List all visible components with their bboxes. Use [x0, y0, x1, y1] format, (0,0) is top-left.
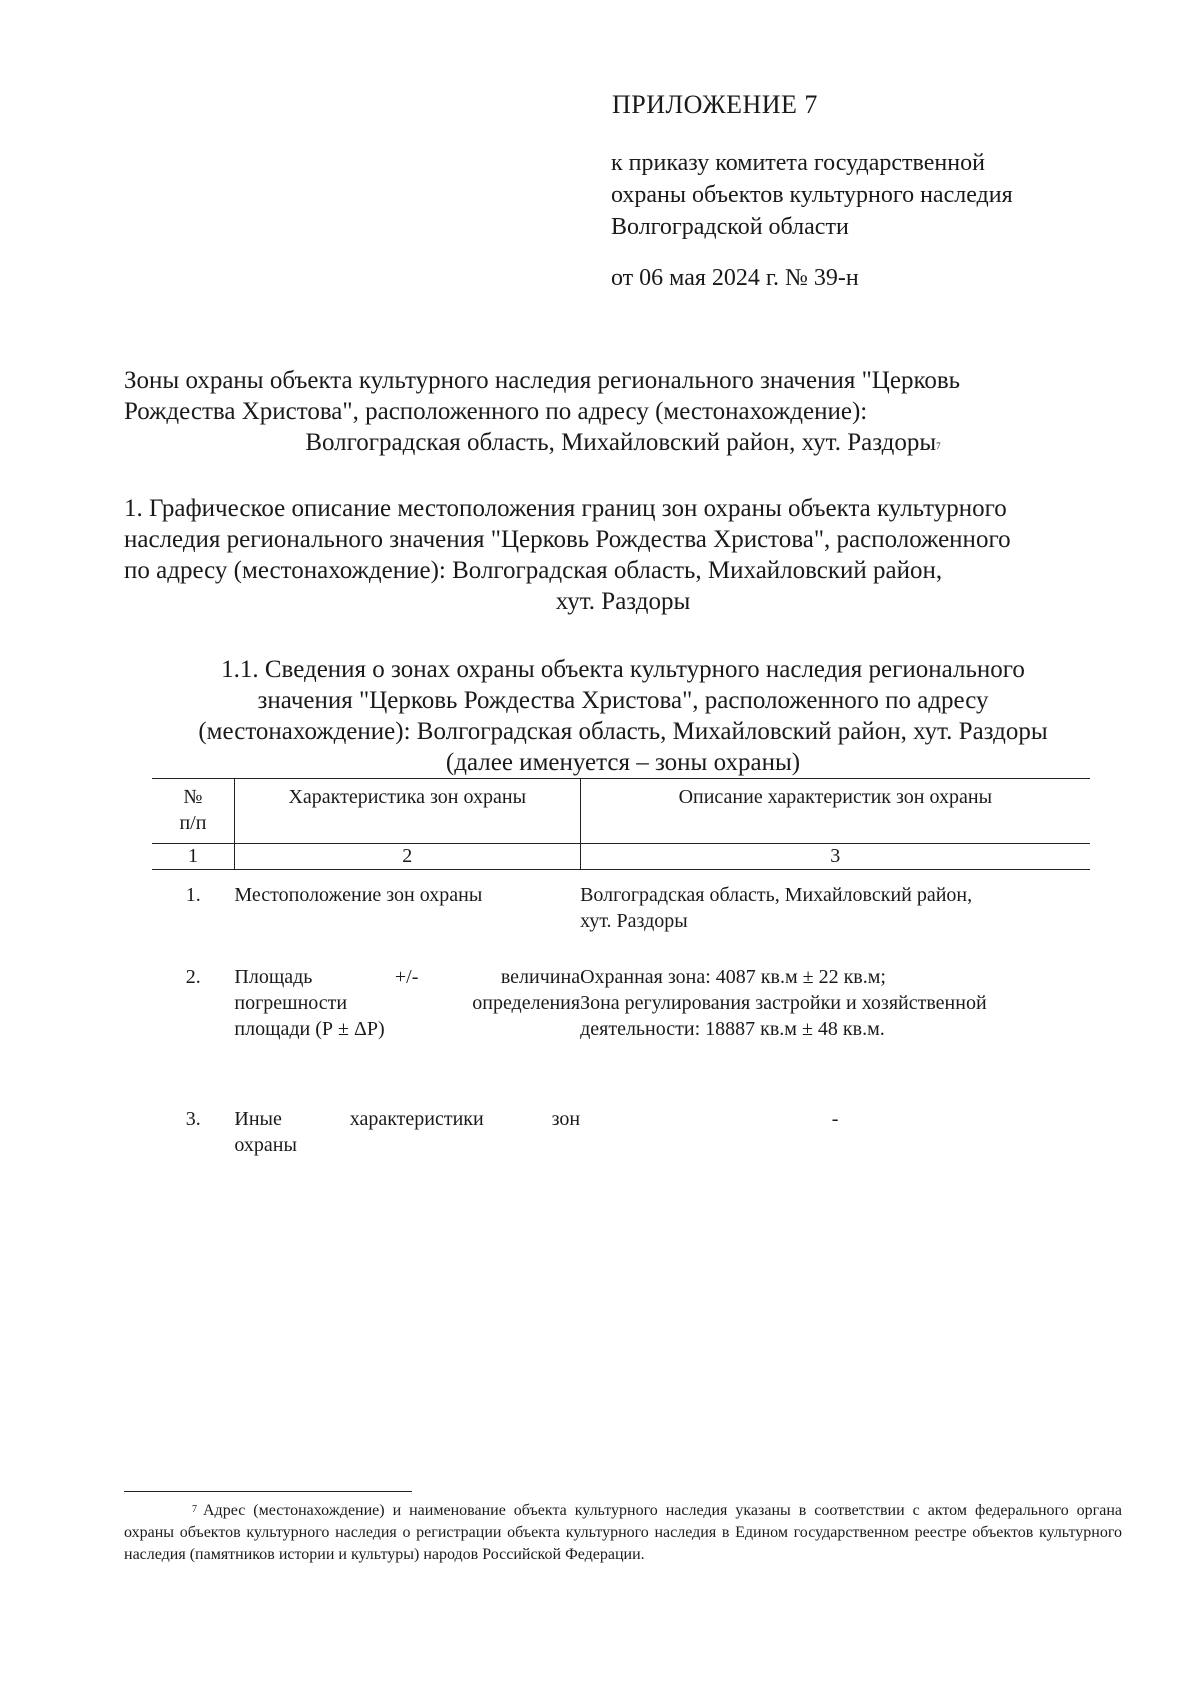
row-number: 1.: [185, 884, 201, 906]
section-1-line-4: хут. Раздоры: [555, 588, 691, 615]
document-title-line-2: Рождества Христова", расположенного по адресу (местонахождение):: [124, 398, 868, 425]
appendix-title: ПРИЛОЖЕНИЕ 7: [612, 90, 818, 119]
appendix-line-2: охраны объектов культурного наследия: [611, 182, 1013, 208]
footnote-reference-mark: 7: [936, 441, 941, 451]
appendix-date: от 06 мая 2024 г. № 39-н: [611, 265, 859, 291]
row-number: 3.: [185, 1108, 201, 1130]
footnote-text: Адрес (местонахождение) и наименование объекта культурного наследия указаны в соответствии с актом федерального органа охраны объектов культурного наследия о регистрации объекта культурного наследия в Едином государственном реестре объектов культурного наследия (памятников истории и культуры) народов Российской Федерации.: [124, 1502, 1122, 1563]
document-title: [124, 365, 1122, 458]
section-1-1-heading: [128, 654, 1118, 778]
appendix-line-1: к приказу комитета государственной: [611, 150, 985, 176]
footnote-number: 7: [192, 1504, 197, 1515]
footnote-separator: [124, 1491, 412, 1492]
column-number-1: 1: [152, 844, 234, 870]
table-header-row: [152, 779, 1090, 844]
row-label: Иные характеристики зон охраны: [234, 1108, 581, 1156]
appendix-reference: [611, 147, 1123, 243]
row-description: Волгоградская область, Михайловский район, хут. Раздоры: [580, 884, 973, 932]
document-title-line-1: Зоны охраны объекта культурного наследия регионального значения "Церковь: [124, 367, 961, 394]
document-title-line-3: Волгоградская область, Михайловский район, хут. Раздоры: [305, 429, 937, 456]
header-characteristic: Характеристика зон охраны: [234, 779, 580, 844]
column-number-2: 2: [234, 844, 580, 870]
row-label: Местоположение зон охраны: [234, 884, 483, 906]
header-description: Описание характеристик зон охраны: [580, 779, 1090, 844]
section-1-heading: [124, 493, 1122, 617]
row-description: -: [831, 1108, 839, 1130]
header-number: № п/п: [152, 779, 234, 844]
column-number-3: 3: [580, 844, 1090, 870]
footnote: [124, 1500, 1122, 1566]
row-number: 2.: [185, 966, 201, 988]
table-row: [152, 870, 1090, 965]
section-1-line-3: по адресу (местонахождение): Волгоградская область, Михайловский район,: [124, 557, 943, 584]
section-1-line-1: 1. Графическое описание местоположения границ зон охраны объекта культурного: [124, 495, 1007, 522]
section-1-1-line-2: значения "Церковь Рождества Христова", расположенного по адресу: [257, 687, 989, 714]
section-1-1-line-4: (далее именуется – зоны охраны): [445, 749, 801, 776]
row-label: Площадь +/- величина погрешности определения площади (Р ± ΔР): [234, 966, 581, 1040]
appendix-line-3: Волгоградской области: [611, 214, 849, 240]
section-1-1-line-3: (местонахождение): Волгоградская область, Михайловский район, хут. Раздоры: [198, 718, 1048, 745]
table-column-numbers-row: [152, 844, 1090, 870]
table-row: [152, 1106, 1090, 1176]
row-description: Охранная зона: 4087 кв.м ± 22 кв.м; Зона регулирования застройки и хозяйственной деятельности: 18887 кв.м ± 48 кв.м.: [580, 966, 987, 1040]
table-row: [152, 964, 1090, 1106]
section-1-line-2: наследия регионального значения "Церковь Рождества Христова", расположенного: [124, 526, 1011, 553]
section-1-1-line-1: 1.1. Сведения о зонах охраны объекта культурного наследия регионального: [221, 656, 1025, 683]
zones-table: [152, 778, 1090, 1176]
